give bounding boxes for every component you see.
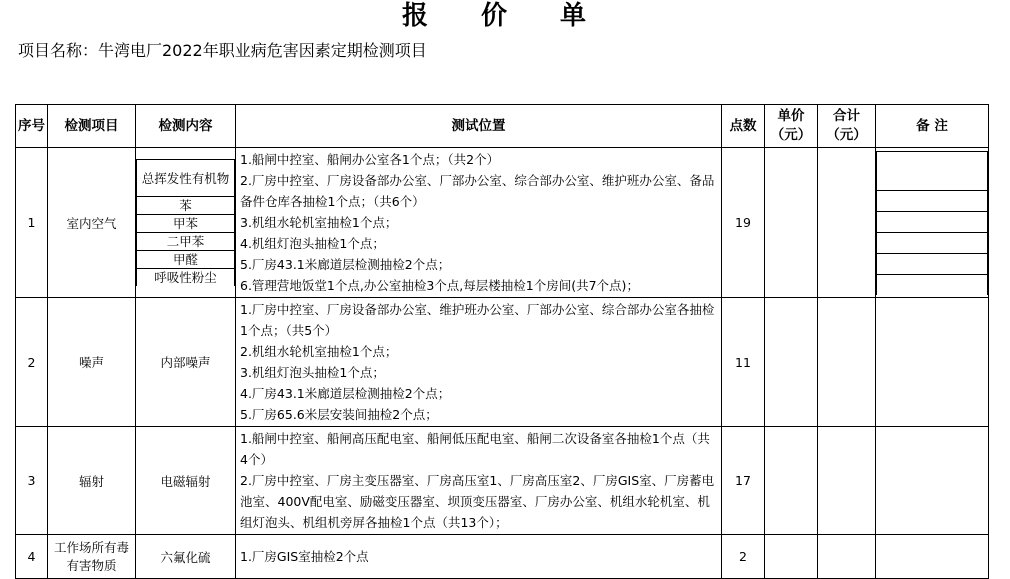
row-unit-price (765, 427, 818, 535)
row-item: 工作场所有毒有害物质 (48, 535, 136, 579)
position-line: 6.管理营地饭堂1个点,办公室抽检3个点,每层楼抽检1个房间(共7个点)； (240, 278, 639, 293)
content-cell: 甲醛 (137, 251, 235, 269)
content-cell: 甲苯 (137, 215, 235, 233)
table-row (16, 535, 989, 579)
header-row (16, 105, 989, 148)
row-content: 电磁辐射 (136, 427, 236, 535)
row-note (876, 427, 989, 535)
row-item: 室内空气 (48, 148, 136, 298)
position-line: 5.厂房65.6米层安装间抽检2个点； (240, 407, 438, 422)
table-row (16, 427, 989, 535)
project-name: 项目名称：牛湾电厂2022年职业病危害因素定期检测项目 (18, 41, 427, 60)
content-cell: 总挥发性有机物 (137, 160, 235, 197)
row-item: 噪声 (48, 298, 136, 427)
row-contents (136, 148, 236, 298)
content-cell: 二甲苯 (137, 233, 235, 251)
position-line: 2.厂房中控室、厂房主变压器室、厂房高压室1、厂房高压室2、厂房GIS室、厂房蓄电池室、400V配电室、励磁变压器室、坝顶变压器室、厂房办公室、机组水轮机室、机组灯泡头、机组机旁屏各抽检1个点（共13个）； (240, 473, 715, 530)
content-cell: 呼吸性粉尘 (137, 269, 235, 287)
row-points: 2 (722, 535, 765, 579)
position-line: 2.厂房中控室、厂房设备部办公室、厂部办公室、综合部办公室、维护班办公室、备品备件仓库各抽检1个点；（共6个） (240, 173, 715, 209)
row-points: 11 (722, 298, 765, 427)
row-seq: 1 (16, 148, 48, 298)
position-line: 1.厂房中控室、厂房设备部办公室、维护班办公室、厂部办公室、综合部办公室各抽检1个点；（共5个） (240, 302, 715, 338)
header-item: 检测项目 (48, 105, 136, 148)
position-line: 2.机组水轮机室抽检1个点； (240, 344, 398, 359)
row-positions (236, 148, 722, 298)
row-points: 17 (722, 427, 765, 535)
row-seq: 4 (16, 535, 48, 579)
header-total: 合计（元） (818, 105, 876, 148)
position-line: 4.机组灯泡头抽检1个点； (240, 236, 385, 251)
row-note (876, 535, 989, 579)
position-line: 5.厂房43.1米廊道层检测抽检2个点； (240, 257, 451, 272)
content-cell: 苯 (137, 197, 235, 215)
row-total (818, 148, 876, 298)
header-seq: 序号 (16, 105, 48, 148)
row-positions (236, 427, 722, 535)
header-note: 备 注 (876, 105, 989, 148)
row-note (876, 298, 989, 427)
row-positions (236, 535, 722, 579)
quote-table (15, 104, 989, 579)
row-item: 辐射 (48, 427, 136, 535)
position-line: 1.船闸中控室、船闸办公室各1个点；（共2个） (240, 152, 500, 167)
row-unit-price (765, 148, 818, 298)
row-points: 19 (722, 148, 765, 298)
table-row (16, 298, 989, 427)
table-row (16, 148, 989, 298)
page-title: 报 价 单 (401, 1, 609, 31)
row-content: 六氟化硫 (136, 535, 236, 579)
position-line: 3.机组水轮机室抽检1个点； (240, 215, 398, 230)
position-line: 1.厂房GIS室抽检2个点 (240, 549, 369, 564)
row-unit-price (765, 535, 818, 579)
row-unit-price (765, 298, 818, 427)
row-note (876, 148, 989, 298)
header-content: 检测内容 (136, 105, 236, 148)
header-unit-price: 单价（元） (765, 105, 818, 148)
row-content: 内部噪声 (136, 298, 236, 427)
header-points: 点数 (722, 105, 765, 148)
row-positions (236, 298, 722, 427)
position-line: 4.厂房43.1米廊道层检测抽检2个点； (240, 386, 451, 401)
row-seq: 3 (16, 427, 48, 535)
row-total (818, 427, 876, 535)
row-total (818, 298, 876, 427)
row-seq: 2 (16, 298, 48, 427)
header-position: 测试位置 (236, 105, 722, 148)
position-line: 3.机组灯泡头抽检1个点； (240, 365, 385, 380)
position-line: 1.船闸中控室、船闸高压配电室、船闸低压配电室、船闸二次设备室各抽检1个点（共4个） (240, 431, 710, 467)
row-total (818, 535, 876, 579)
